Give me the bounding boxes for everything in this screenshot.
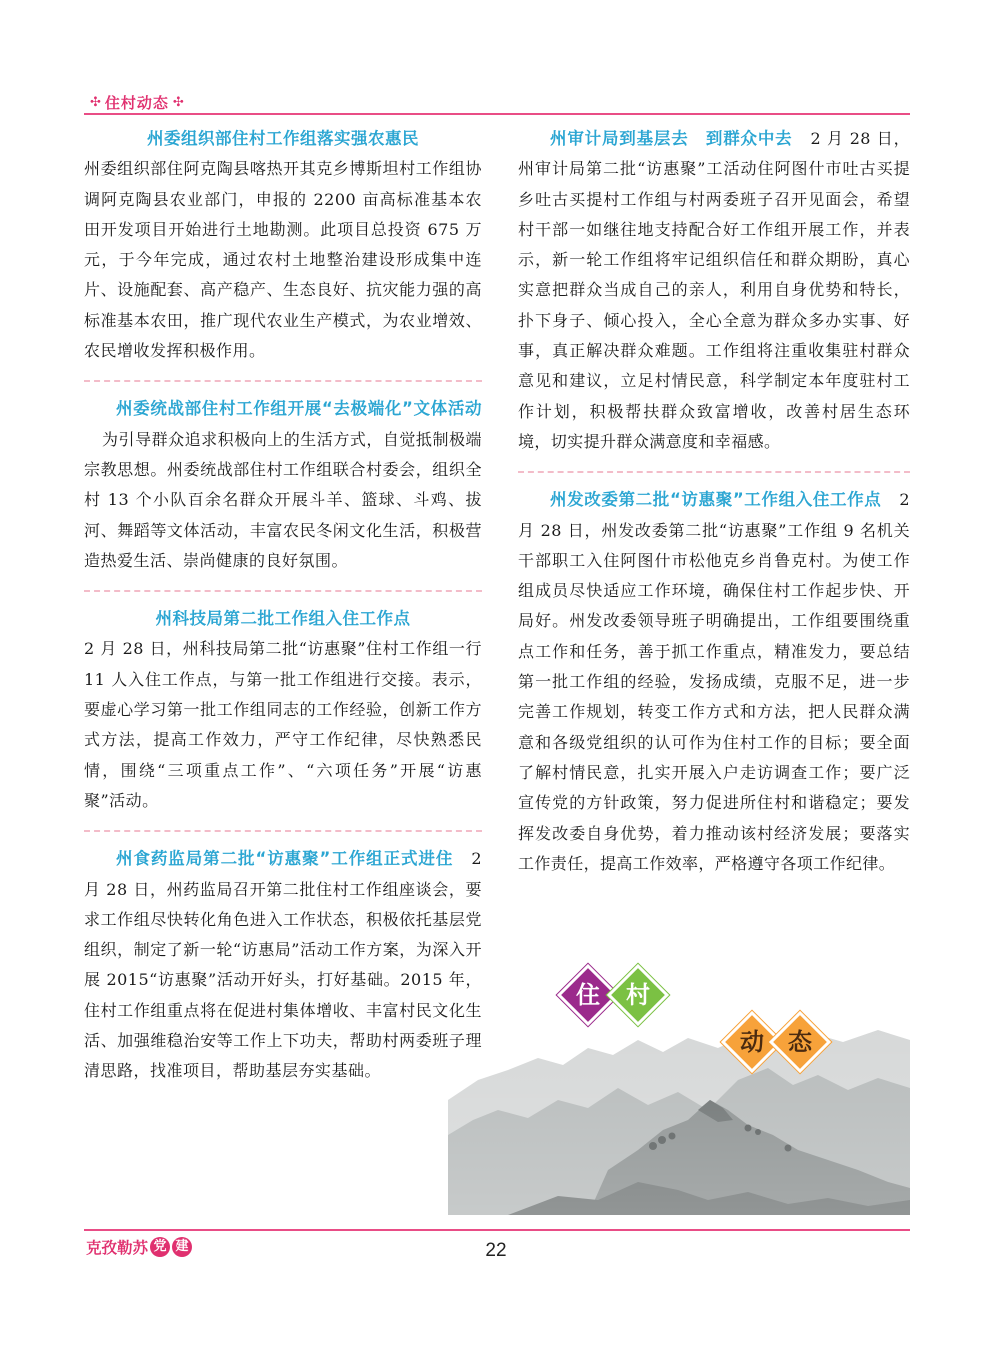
article-body: 2 月 28 日，州科技局第二批“访惠聚”住村工作组一行 11 人入住工作点，与第一批工作组进行交接。表示，要虚心学习第一批工作组同志的工作经验，创新工作方式方法，提高工作效力，严守工作纪律，尽快熟悉民情，围绕“三项重点工作”、“六项任务”开展“访惠聚”活动。: [84, 639, 482, 810]
footer-rule: [84, 1229, 910, 1231]
title-badge: 村: [608, 965, 668, 1025]
section-title: 住村动态: [104, 93, 169, 112]
article: [518, 124, 910, 457]
dashed-divider: [518, 471, 910, 473]
article-title: 州科技局第二批工作组入住工作点: [155, 609, 411, 629]
brand-circle: 党: [150, 1237, 170, 1257]
article: [518, 485, 910, 879]
article: [84, 394, 482, 576]
header-rule: [84, 113, 910, 115]
section-header: [90, 91, 184, 113]
article-title: 州发改委第二批“访惠聚”工作组入住工作点: [550, 490, 882, 510]
article-title: 州委统战部住村工作组开展“去极端化”文体活动: [116, 399, 482, 419]
article: [84, 124, 482, 366]
ornament-icon: ✣: [90, 94, 101, 110]
brand-circle: 建: [172, 1237, 192, 1257]
ornament-icon: ✣: [172, 94, 184, 110]
article-body: 2 月 28 日，州发改委第二批“访惠聚”工作组 9 名机关干部职工入住阿图什市松他克乡肖鲁克村。为使工作组成员尽快适应工作环境，确保住村工作起步快、开局好。州发改委领导班子明确提出，工作组要围绕重点工作和任务，善于抓工作重点，精准发力，要总结第一批工作组的经验，发扬成绩，克服不足，进一步完善工作规划，转变工作方式和方法，把人民群众满意和各级党组织的认可作为住村工作的目标；要全面了解村情民意，扎实开展入户走访调查工作；要广泛宣传党的方针政策，努力促进所住村和谐稳定；要发挥发改委自身优势，着力推动该村经济发展；要落实工作责任，提高工作效率，严格遵守各项工作纪律。: [518, 490, 910, 873]
article: [84, 844, 482, 1086]
article-title: 州审计局到基层去 到群众中去: [550, 129, 793, 148]
article-body: 2 月 28 日，州药监局召开第二批住村工作组座谈会，要求工作组尽快转化角色进入工作状态，积极依托基层党组织，制定了新一轮“访惠局”活动工作方案，为深入开展 2015“访惠聚”活动开好头，打好基础。2015 年，住村工作组重点将在促进村集体增收、丰富村民文化生活、加强维稳治安等工作上下功夫，帮助村两委班子理清思路，找准项目，帮助基层夯实基础。: [84, 849, 482, 1081]
title-badge: 动: [722, 1012, 782, 1072]
article-title: 州委组织部住村工作组落实强农惠民: [147, 129, 419, 148]
magazine-brand: [86, 1236, 192, 1258]
right-column: [518, 124, 910, 879]
article-body: 州委组织部住阿克陶县喀热开其克乡博斯坦村工作组协调阿克陶县农业部门，申报的 2200 亩高标准基本农田开发项目开始进行土地勘测。此项目总投资 675 万元，于今年完成，通过农村土地整治建设形成集中连片、设施配套、高产稳产、生态良好、抗灾能力强的高标准基本农田，推广现代农业生产模式，为农业增效、农民增收发挥积极作用。: [84, 159, 482, 361]
left-column: [84, 124, 482, 1087]
title-badge: 态: [770, 1012, 830, 1072]
article-body: 为引导群众追求积极向上的生活方式，自觉抵制极端宗教思想。州委统战部住村工作组联合村委会，组织全村 13 个小队百余名群众开展斗羊、篮球、斗鸡、拔河、舞蹈等文体活动，丰富农民冬闲文化生活，积极营造热爱生活、崇尚健康的良好氛围。: [84, 429, 482, 570]
page-number: 22: [485, 1240, 507, 1261]
dashed-divider: [84, 590, 482, 592]
article-body: 2 月 28 日，州审计局第二批“访惠聚”工活动住阿图什市吐古买提乡吐古买提村工作组与村两委班子召开见面会，希望村干部一如继往地支持配合好工作组开展工作，并表示，新一轮工作组将牢记组织信任和群众期盼，真心实意把群众当成自己的亲人，利用自身优势和特长，扑下身子、倾心投入，全心全意为群众多办实事、好事，真正解决群众难题。工作组将注重收集驻村群众意见和建议，立足村情民意，科学制定本年度驻村工作计划，积极帮扶群众致富增收，改善村居生态环境，切实提升群众满意度和幸福感。: [518, 129, 910, 451]
dashed-divider: [84, 830, 482, 832]
title-badge: 住: [558, 965, 618, 1025]
landscape-illustration: [448, 960, 910, 1215]
brand-text: 克孜勒苏: [86, 1239, 149, 1257]
article-title: 州食药监局第二批“访惠聚”工作组正式进住: [116, 849, 454, 869]
dashed-divider: [84, 380, 482, 382]
article: [84, 604, 482, 816]
